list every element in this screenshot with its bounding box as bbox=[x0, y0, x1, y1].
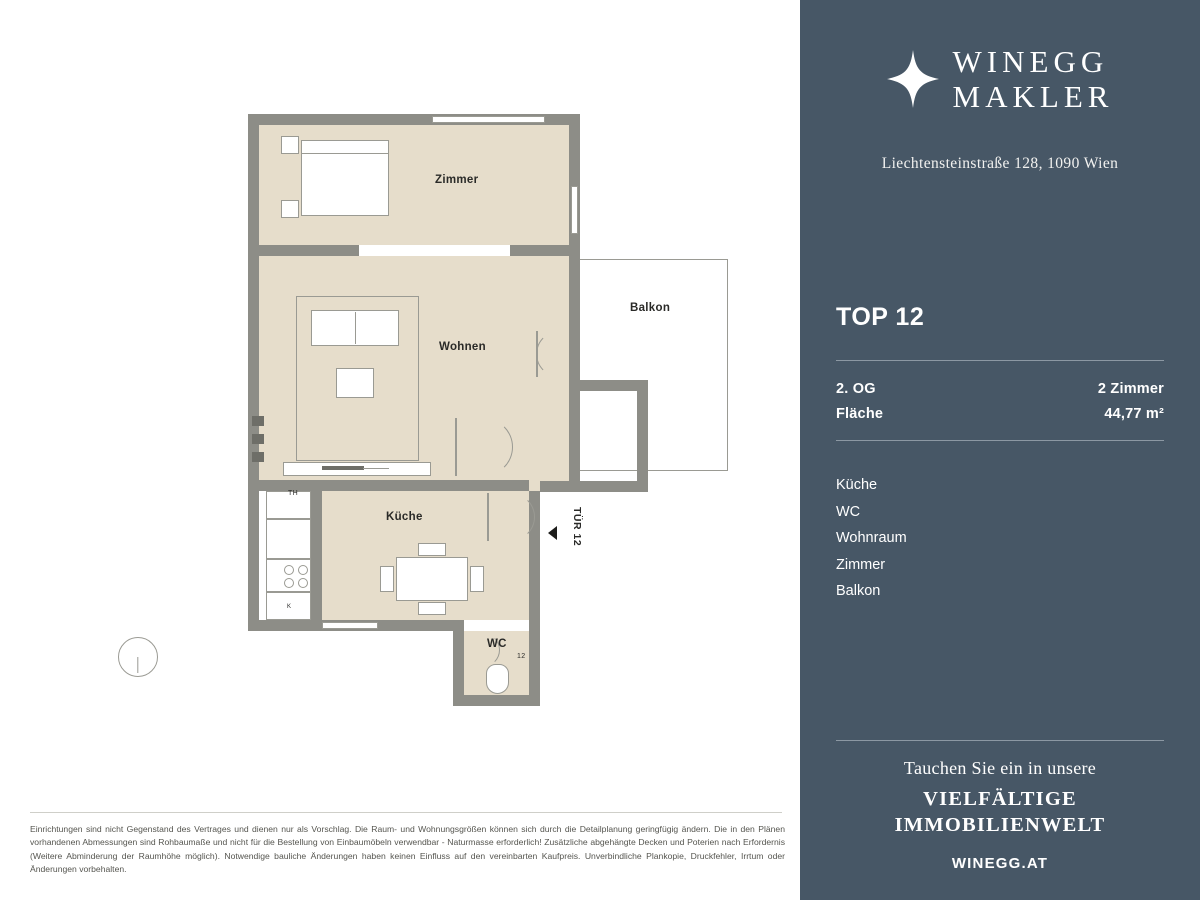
wall-balcony-bottom bbox=[540, 481, 648, 492]
window-zimmer-right bbox=[571, 186, 578, 234]
furniture-tv bbox=[322, 466, 364, 470]
brand-name bbox=[953, 44, 1114, 114]
wall-wc-left bbox=[453, 631, 464, 706]
room-label-wohnen: Wohnen bbox=[439, 341, 486, 353]
detail-area-label: Fläche bbox=[836, 406, 884, 422]
property-address: Liechtensteinstraße 128, 1090 Wien bbox=[881, 155, 1119, 172]
door-wohnen-arc bbox=[455, 418, 513, 476]
wall-right-middle bbox=[569, 259, 580, 491]
entrance-arrow-icon bbox=[548, 526, 557, 540]
wall-partition-kitchen-a bbox=[259, 480, 311, 491]
plan-label-wc-small: 12 bbox=[517, 653, 526, 660]
tagline-emphasis-line2: IMMOBILIENWELT bbox=[894, 814, 1106, 836]
shaft-1 bbox=[252, 416, 264, 426]
tagline-emphasis-line1: VIELFÄLTIGE bbox=[923, 788, 1077, 810]
brand-logo bbox=[800, 44, 1200, 114]
four-point-star-icon bbox=[887, 50, 939, 108]
wall-balcony-inner bbox=[637, 380, 648, 492]
wall-wc-right bbox=[529, 631, 540, 706]
feature-item: Wohnraum bbox=[836, 530, 907, 546]
wall-partition-zimmer-a bbox=[259, 245, 359, 256]
door-kitchen-arc bbox=[487, 493, 535, 541]
door-kitchen-leaf bbox=[487, 493, 489, 541]
room-label-zimmer: Zimmer bbox=[435, 174, 479, 186]
furniture-coffee-table bbox=[336, 368, 374, 398]
detail-row-floor bbox=[836, 381, 1164, 397]
stove-burner-1 bbox=[284, 565, 294, 575]
furniture-dining-table bbox=[396, 557, 468, 601]
door-opening-zimmer bbox=[359, 249, 510, 251]
dining-chair-right bbox=[470, 566, 484, 592]
window-zimmer-top bbox=[432, 116, 545, 123]
furniture-tv-stand bbox=[363, 468, 389, 469]
page-title: TOP 12 bbox=[836, 303, 925, 331]
stove-burner-2 bbox=[298, 565, 308, 575]
tagline: Tauchen Sie ein in unsere bbox=[903, 758, 1097, 778]
dining-chair-bottom bbox=[418, 602, 446, 615]
furniture-nightstand-2 bbox=[281, 200, 299, 218]
disclaimer-text: Einrichtungen sind nicht Gegenstand des Vertrages und dienen nur als Vorschlag. Die Raum- und Wohnungsgrößen können sich durch die Detailplanung geringfügig ändern. Die in den Plänen vorhandenen Abmessungen sind Rohbaumaße und nicht für die Bestellung von Einbaumöbeln verwendbar - Naturmasse erforderlich! Zusätzliche abgehängte Decken und Poterien nach Erfordernis (Weitere Abminderung der Raumhöhe möglich). Notwendige bauliche Änderungen haben keinen Einfluss auf den vereinbarten Kaufpreis. Unverbindliche Plankopie, Druckfehler, Irrtum oder Änderungen vorbehalten. bbox=[30, 824, 785, 874]
feature-item: Zimmer bbox=[836, 556, 886, 573]
wall-partition-kitchen-b bbox=[322, 480, 529, 491]
plan-label-th: TH bbox=[288, 490, 298, 497]
footer-divider bbox=[30, 812, 782, 813]
furniture-nightstand-1 bbox=[281, 136, 299, 154]
door-wohnen-leaf bbox=[455, 418, 457, 476]
wall-kitchen-left bbox=[311, 480, 322, 631]
furniture-toilet bbox=[486, 664, 509, 694]
furniture-sofa-split bbox=[355, 312, 356, 344]
door-label-tur12: TÜR 12 bbox=[571, 507, 583, 547]
furniture-bed-pillow bbox=[301, 140, 389, 154]
furniture-counter-2 bbox=[266, 519, 311, 559]
stove-burner-3 bbox=[284, 578, 294, 588]
feature-item: Balkon bbox=[836, 583, 881, 599]
detail-rooms-value: 2 Zimmer bbox=[1097, 381, 1164, 397]
window-kitchen-bottom bbox=[322, 622, 378, 629]
feature-list bbox=[836, 472, 907, 605]
room-label-kueche: Küche bbox=[386, 511, 423, 523]
door-balcony-leaf bbox=[536, 331, 538, 377]
divider-bottom bbox=[836, 740, 1164, 741]
dining-chair-top bbox=[418, 543, 446, 556]
compass-north-icon bbox=[118, 637, 158, 677]
shaft-2 bbox=[252, 434, 264, 444]
feature-item: Küche bbox=[836, 477, 878, 493]
door-balcony-arc bbox=[536, 331, 582, 377]
detail-area-value: 44,77 m² bbox=[1104, 406, 1164, 422]
shaft-3 bbox=[252, 452, 264, 462]
detail-row-area bbox=[836, 406, 1164, 422]
website-link[interactable]: WINEGG.AT bbox=[951, 855, 1049, 872]
wall-partition-zimmer-b bbox=[510, 245, 569, 256]
room-label-balkon: Balkon bbox=[630, 302, 671, 314]
plan-label-k: K bbox=[287, 604, 292, 610]
stove-burner-4 bbox=[298, 578, 308, 588]
brand-name-line2: MAKLER bbox=[952, 79, 1114, 114]
brand-name-line1: WINEGG bbox=[952, 44, 1109, 79]
feature-item: WC bbox=[836, 503, 861, 520]
divider-middle bbox=[836, 440, 1164, 441]
room-label-wc: WC bbox=[487, 638, 507, 650]
room-balkon bbox=[580, 259, 728, 471]
wall-left bbox=[248, 114, 259, 631]
info-panel bbox=[800, 0, 1200, 900]
detail-floor-label: 2. OG bbox=[836, 381, 876, 397]
divider-top bbox=[836, 360, 1164, 361]
tagline-emphasis bbox=[800, 786, 1200, 838]
dining-chair-left bbox=[380, 566, 394, 592]
